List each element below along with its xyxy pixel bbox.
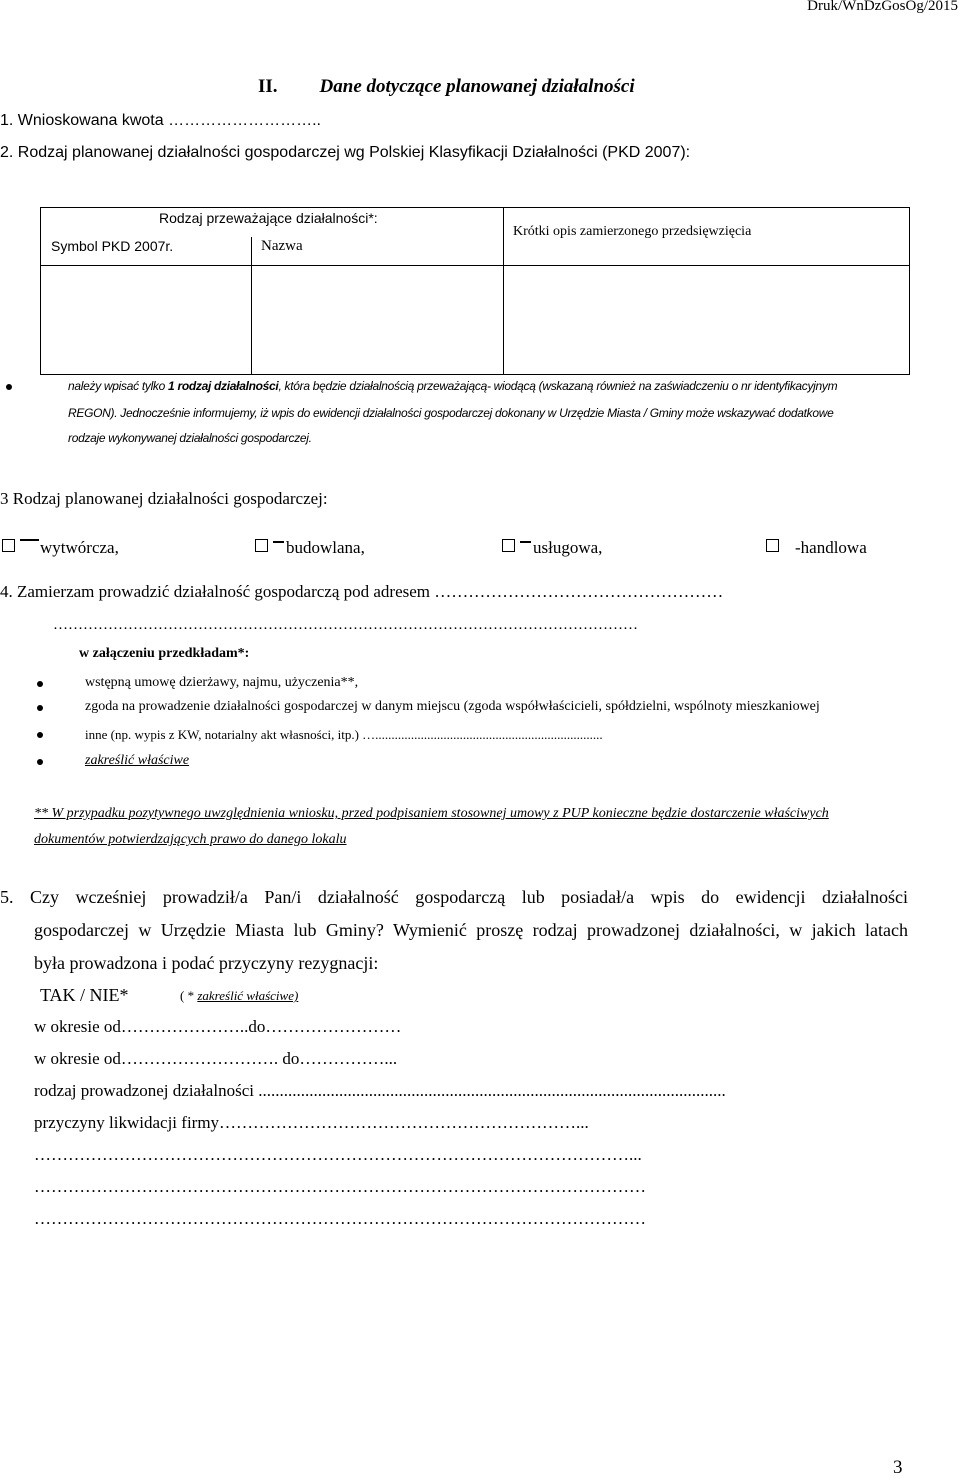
dots-line-2[interactable]: ……………………………………………………………………………………………… — [34, 1177, 646, 1196]
question-3-type: 3 Rodzaj planowanej działalności gospodarczej: — [0, 489, 328, 508]
checkbox-wytworcza[interactable] — [2, 539, 15, 552]
footnote-line1: ** W przypadku pozytywnego uwzględnienia wniosku, przed podpisaniem stosownej umowy z PUP konieczne będzie dostarczenie właściwych — [34, 806, 829, 821]
choice-note — [180, 988, 298, 1004]
bullet-dot — [6, 384, 12, 390]
section-title — [258, 76, 635, 98]
dots-line-1[interactable]: ……………………………………………………………………………………………... — [34, 1145, 642, 1164]
question-1-amount[interactable]: 1. Wnioskowana kwota ……………………….. — [0, 112, 321, 129]
pkd-note-pre: należy wpisać tylko — [68, 379, 169, 393]
period-1-field[interactable]: w okresie od…………………..do…………………… — [34, 1017, 402, 1036]
bullet-dot — [37, 705, 43, 711]
pkd-table — [40, 207, 910, 375]
pkd-note-line3: rodzaje wykonywanej działalności gospodarczej. — [68, 431, 312, 445]
attachments-header: w załączeniu przedkładam*: — [79, 646, 250, 661]
period-2-field[interactable]: w okresie od………………………. do……………... — [34, 1049, 398, 1068]
pkd-note-line1 — [68, 379, 837, 393]
question-5-line2: gospodarczej w Urzędzie Miasta lub Gminy? Wymienić proszę rodzaj prowadzonej działalności, w jakich latach — [34, 920, 908, 940]
pkd-note-post: , która będzie działalnością przeważającą- wiodącą (wskazaną również na zaświadczeniu o nr identyfikacyjnym — [278, 379, 838, 393]
page-number: 3 — [893, 1457, 903, 1478]
table-divider-1 — [251, 237, 252, 375]
attachment-item-circle-note: zakreślić właściwe — [85, 753, 190, 768]
choice-yes-no[interactable]: TAK / NIE* — [40, 985, 129, 1005]
address-dots-line[interactable]: ……………………………………………………………………………………………………… — [53, 617, 638, 633]
pkd-note-line2: REGON). Jednocześnie informujemy, iż wpis do ewidencji działalności gospodarczej dokonany w Urzędzie Miasta / Gminy może wskazywać dodatkowe — [68, 406, 834, 420]
dash-mark — [20, 539, 39, 541]
section-number: II. — [258, 76, 278, 97]
option-wytworcza: wytwórcza, — [40, 538, 119, 557]
cell-symbol-input[interactable] — [42, 266, 251, 374]
checkbox-handlowa[interactable] — [766, 539, 779, 552]
option-uslugowa: usługowa, — [533, 538, 603, 557]
question-2-pkd: 2. Rodzaj planowanej działalności gospodarczej wg Polskiej Klasyfikacji Działalności (PKD 2007): — [0, 144, 691, 161]
bullet-dot — [37, 759, 43, 765]
choice-note-text: zakreślić właściwe) — [197, 988, 299, 1003]
dots-line-3[interactable]: ……………………………………………………………………………………………… — [34, 1209, 646, 1228]
cell-description-input[interactable] — [505, 210, 909, 374]
attachment-item-lease: wstępną umowę dzierżawy, najmu, użyczenia**, — [85, 675, 359, 690]
col-header-name: Nazwa — [261, 238, 303, 254]
col-header-description: Krótki opis zamierzonego przedsięwzięcia — [513, 224, 752, 239]
bullet-dot — [37, 732, 43, 738]
question-4-address[interactable]: 4. Zamierzam prowadzić działalność gospodarczą pod adresem …………………………………………… — [0, 582, 724, 601]
col-header-symbol: Symbol PKD 2007r. — [51, 238, 174, 254]
attachment-item-consent: zgoda na prowadzenie działalności gospodarczej w danym miejscu (zgoda współwłaścicieli, spółdzielni, wspólnoty mieszkaniowej — [85, 699, 820, 714]
table-group-header: Rodzaj przeważające działalności*: — [159, 210, 378, 226]
table-divider-2 — [503, 208, 504, 375]
dash-mark — [273, 541, 284, 543]
question-5-line3: była prowadzona i podać przyczyny rezygnacji: — [34, 953, 379, 973]
option-budowlana: budowlana, — [286, 538, 365, 557]
section-name: Dane dotyczące planowanej działalności — [319, 76, 635, 97]
checkbox-budowlana[interactable] — [255, 539, 268, 552]
option-handlowa: -handlowa — [795, 538, 867, 557]
bullet-dot — [37, 681, 43, 687]
document-code: Druk/WnDzGosOg/2015 — [807, 0, 958, 14]
business-kind-field[interactable]: rodzaj prowadzonej działalności .............................................................................................................. — [34, 1081, 726, 1100]
question-5-line1: 5. Czy wcześniej prowadził/a Pan/i działalność gospodarczą lub posiadał/a wpis do ewidencji działalności — [0, 887, 908, 907]
dash-mark — [520, 541, 531, 543]
choice-note-prefix: ( * — [180, 988, 198, 1003]
footnote-line2: dokumentów potwierdzających prawo do danego lokalu — [34, 832, 347, 847]
pkd-note-bold: 1 rodzaj działalności — [168, 379, 279, 393]
attachment-item-other[interactable]: inne (np. wypis z KW, notarialny akt własności, itp.) …...................................................................... — [85, 727, 603, 742]
cell-name-input[interactable] — [253, 266, 502, 374]
closure-reason-field[interactable]: przyczyny likwidacji firmy………………………………………………………... — [34, 1113, 589, 1132]
checkbox-uslugowa[interactable] — [502, 539, 515, 552]
